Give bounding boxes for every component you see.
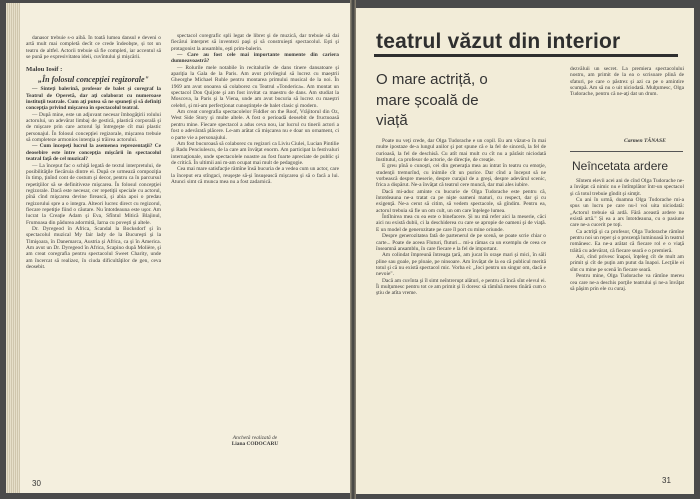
left-col-2 <box>171 33 339 433</box>
body-paragraph: Dacă mi-aduc aminte cu bucurie de Olga Tudorache este pentru că, întotdeauna ne-a tratat ca pe nişte oameni maturi, cu respect, dar şi cu exigenţă. Ne-a cerut să citim, să vedem spectacole, să gîndim. Pentru ea, actorul trebuia să fie un om cult, un om care înţelege lumea. <box>376 188 546 214</box>
body-paragraph: dezvăluii un secret. La premiera spectacolului nostru, am primit de la ea o scrisoare plină de sfaturi, pe care o păstrez şi azi ca pe o amintire scumpă. Am să nu o uit niciodată. Mulţumesc, Olga Tudorache, pentru că ne-aţi dat un drum. <box>570 66 684 98</box>
body-paragraph: Azi, cînd privesc înapoi, înţeleg cît de mult am primit şi cît de puţin am putut da înapoi. Lecţiile ei sînt cu mine pe scenă în fiecare seară. <box>570 254 684 273</box>
body-paragraph: Am fost bucuroasă să colaborez cu regizori ca Liviu Ciulei, Lucian Pintilie şi Radu Penciulescu, de la care am învăţat enorm. Am participat la festivaluri internaţionale, unde spectacolele noastre au fost foarte apreciate de public şi de critică. În ultimii ani m-am ocupat mai mult de pedagogie. <box>171 140 339 166</box>
answer-paragraph: — La început fac o schiţă legată de textul interpretului, de posibilităţile fiecăruia dintre ei. După ce urmează compoziţia în timp, ţinînd cont de costum şi decor, pentru ca în parcursul repetiţiilor să se definitiveze mişcarea. În folosul concepţiei regizorale. Dacă este necesar, cer repetiţii speciale cu actorul, pînă cînd mişcarea devine firească, şi abia apoi o predau regizorului spre a o integra. Alteori lucrez direct cu regizorul, fiecare repetiţie fiind o căutare. Nu întotdeauna este uşor. Am lucrat la Creaţie Adam şi Eva, Sfîntul Mitică Blajinul, Frumoasa din pădurea adormită, Iarna cu poveşti și altele. <box>26 162 161 226</box>
intro-paragraph: danasor trebuie s-o aibă. În toată lumea dansul e deveni o artă mult mai completă decît ce crede îndeobşte, și tot un teatru de altfel. Actorii trebuie să fie completi, iar accentul să se pună pe expresivitatea ideii, cuvîntului şi mişcării. <box>26 35 161 61</box>
interview-name: Malou Iosif : <box>26 66 63 74</box>
left-page <box>6 3 350 493</box>
article-headline: O mare actriță, o mare școală de viață <box>376 71 488 129</box>
question-paragraph: — Sinteţi balerină, profesor de balet şi coregraf la Teatrul de Operetă, dar aţi colaborat cu numeroase instituţii teatrale. Cum aţi putea să ne spuneţi şi să definiţi concepţia privind mişcarea în spectacolul teatral. <box>26 86 161 112</box>
body-paragraph: Întîlnirea mea cu ea este o binefacere. Și nu mă refer aici la meserie, căci aici nu există dubii, ci la deschiderea cu care se apropie de oameni şi de viaţă. E un model de generozitate pe care îl port cu mine oriunde. <box>376 214 546 233</box>
page-edge-stack <box>6 3 20 493</box>
body-paragraph: Ca actriţă şi ca profesor, Olga Tudorache rămîne pentru noi un reper şi o prezenţă luminoasă în teatrul românesc. Ea ne-a arătat că fiecare rol e o viaţă trăită cu adevărat, că fiecare seară e o premieră. <box>570 228 684 254</box>
interview-title: „În folosul concepţiei regizorale" <box>38 75 149 85</box>
body-paragraph: Sîntem elevii acei ani de cînd Olga Tudorache ne-a învăţat că nimic nu e întîmplător într-un spectacol şi că totul trebuie gîndit şi simţit. <box>570 178 684 197</box>
right-page <box>356 8 694 494</box>
section-banner: teatrul văzut din interior <box>376 30 621 53</box>
page-number-right: 31 <box>662 476 671 485</box>
body-paragraph: Dacă am cuvînta şi îl simt neîntrerupt alături, e pentru că încă sînt elevul ei. Îi mulţumesc pentru tot ce am primit şi îi doresc să rămînă mereu tînără cum o ştiu de atîta vreme. <box>376 277 546 297</box>
body-paragraph: Cu ani în urmă, doamna Olga Tudorache mi-a spus un lucru pe care nu-l voi uita niciodată: „Actorul trebuie să ardă. Fără această ardere nu există artă." Și ea a ars întotdeauna, cu o pasiune care ne-a cucerit pe toţi. <box>570 197 684 229</box>
body-paragraph: — Rolurile mele notabile în recitalurile de dans tinere dansatoare şi apariţia la Gala de la Paris. Am avut privilegiul să lucrez cu maeştrii Gheorghe Michael Ruhle pentru montarea primului musical de la noi. În 1969 am avut onoarea să colaborez cu Teatrul «Tonderica». Am montat un spectacol Don Quijote şi am fost invitat ca maestru de dans. Am studiat la Moscova, la Paris şi la Viena, unde am avut bucuria să lucrez cu maeştri celebri, şi mi-am perfecţionat cunoştinţele de balet clasic şi modern. <box>171 64 339 109</box>
left-col-1 <box>26 35 161 473</box>
answer-paragraph: — După mine, este un adjuvant necesar îmbogăţirii rolului actorului, un adevărat limbaj de gestică, plastică corporală şi de mişcare prin care actorul îşi întregeşte cît mai plastic personajul. În folosul concepţiei regizorale, mişcarea trebuie să completeze armonios intenţia şi trăirea actorului. <box>26 111 161 144</box>
right-col-2-top <box>570 66 684 136</box>
question-paragraph: — Cum începeţi lucrul la asemenea reprezentaţii? Ce deosebire este între concepţia mişcării în spectacolul teatral faţă de cel muzical? <box>26 143 161 163</box>
body-paragraph: Am creat coregrafia spectacolelor Fiddler on the Roof, Vrăjitorul din Oz, West Side Story şi multe altele. A fost o perioadă deosebit de fructuoasă pentru mine. Fiecare spectacol a adus ceva nou, iar lucrul cu tinerii actori a fost o adevărată plăcere. Le-am arătat că mişcarea nu e doar un ornament, ci o parte vie a personajului. <box>171 109 339 141</box>
right-col-1 <box>376 138 546 478</box>
article-author: Carmen TĂNASE <box>624 138 666 144</box>
signoff-author: Liana CODOCARU <box>231 441 279 448</box>
subhead-rule <box>570 151 683 152</box>
body-paragraph: Pentru mine, Olga Tudorache va rămîne mereu cea care ne-a deschis porţile teatrului şi ne-a învăţat să păşim prin ele cu curaj. <box>570 273 684 292</box>
right-col-2 <box>570 178 684 478</box>
body-paragraph: spectacol coregrafic spli legat de libret şi de muzică, dar trebuie să dai fiecărui interpret să inventezi paşi şi să construieşti spectacolul. Eşti şi protagonist la ansamblu, eşti prim-balerin. <box>171 33 339 52</box>
body-paragraph: Am colindat împreună întreaga ţară, am jucat în oraşe mari şi mici, în săli pline sau goale, pe ploaie, pe ninsoare. Am învăţat de la ea că publicul merită totul şi că nu există spectacol mic. Vorba ei: „Joci pentru un singur om, dacă e nevoie". <box>376 252 546 278</box>
banner-underline <box>374 54 678 57</box>
body-paragraph: E greu pînă o cunoşti, cei din generaţia mea au intrat în teatru cu emoţie, studenţii tremurînd, cu inimile cît un purice. Dar cînd a început să ne vorbească despre meserie, despre curajul de a greşi, despre adevărul scenic, frica a dispărut. Ne-a învăţat că teatrul cere muncă, dar mai ales iubire. <box>376 163 546 189</box>
answer-paragraph: Dr. Dyregeod în Africa, Scandal la Bocksdorf şi în spectacolul muzical My fair lady de la Bucureşti şi la Timişoara, în Danemarca, Austria şi Africa, ca şi în America. Am avut un Dr. Dyregeod în Africa, Scapino după Molière, şi am creat coregrafia pentru spectacolul Sweet Charity, unde am încercat să realizez, în ciuda dificultăţilor de gen, ceva deosebit. <box>26 225 161 270</box>
signoff-label: Anchetă realizată de <box>232 435 278 441</box>
article-subhead: Neîncetata ardere <box>572 159 669 173</box>
body-paragraph: Despre generozitatea fată de partenerul de pe scenă, se poate scrie chiar o carte... Poate de aceea Fluturi, fluturi... mi-a rămas ca un exemplu de ceea ce înseamnă ansamblu, în care fiecare e la fel de important. <box>376 233 546 252</box>
body-paragraph: Cea mai mare satisfacţie rămîne însă bucuria de a vedea cum un actor, care la început era stîngaci, reuşeşte să-şi însuşească mişcarea şi să o facă a lui. Atunci simt că munca mea nu a fost zadarnică. <box>171 166 339 185</box>
body-paragraph: Poate nu veţi crede, dar Olga Tudorache e un copil. Eu am văzut-o în mai multe ipostaze de-a lungul anilor şi pot spune că e la fel de sinceră, la fel de curioasă, la fel de deschisă. Cu atît mai mult cu cît nu a părăsit niciodată Institutul, ca profesor de actorie, de direcţie, de creaţie. <box>376 138 546 164</box>
question-paragraph: — Care au fost cele mai importante momente din cariera dumneavoastră? <box>171 52 339 65</box>
left-col-2-signoff <box>171 435 339 455</box>
page-number-left: 30 <box>32 479 41 488</box>
